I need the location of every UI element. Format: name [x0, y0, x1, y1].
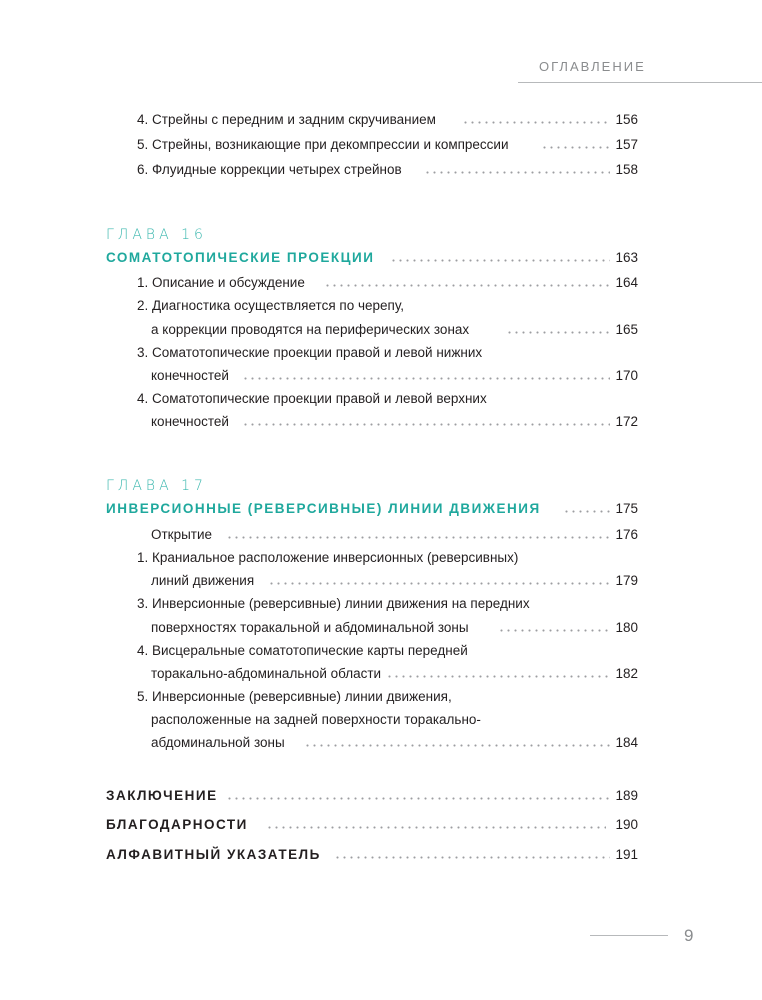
toc-entry-line[interactable] — [0, 687, 762, 707]
dot-leader — [226, 797, 610, 800]
toc-entry[interactable] — [0, 366, 762, 386]
chapter-page: 163 — [615, 250, 638, 265]
footer-rule — [590, 935, 668, 936]
dot-leader — [268, 582, 610, 585]
toc-entry-line[interactable] — [0, 594, 762, 614]
toc-section-page: 189 — [615, 788, 638, 803]
toc-entry-line[interactable] — [0, 641, 762, 661]
page-number: 9 — [684, 926, 694, 945]
toc-entry-line[interactable] — [0, 548, 762, 568]
dot-leader — [242, 377, 610, 380]
chapter-page: 175 — [615, 501, 638, 516]
header-rule — [518, 82, 762, 83]
dot-leader — [498, 629, 610, 632]
toc-entry-label: конечностей — [151, 412, 233, 432]
toc-entry-label: 1. Описание и обсуждение — [137, 273, 309, 293]
toc-entry-label: 3. Инверсионные (реверсивные) линии движения на передних — [137, 596, 530, 611]
toc-entry-label: 4. Висцеральные соматотопические карты передней — [137, 643, 468, 658]
toc-entry-label: абдоминальной зоны — [151, 733, 289, 753]
toc-entry-page: 180 — [615, 620, 638, 635]
toc-entry[interactable] — [0, 320, 762, 340]
toc-entry-page: 179 — [615, 573, 638, 588]
toc-entry-label: торакально-абдоминальной области — [151, 664, 385, 684]
toc-entry[interactable] — [0, 135, 762, 155]
toc-entry-label: 4. Стрейны с передним и задним скручиванием — [137, 110, 440, 130]
toc-entry-label: 1. Краниальное расположение инверсионных (реверсивных) — [137, 550, 519, 565]
toc-section-entry[interactable] — [0, 786, 762, 806]
dot-leader — [424, 171, 610, 174]
toc-entry-label: конечностей — [151, 366, 233, 386]
dot-leader — [506, 331, 610, 334]
toc-entry-page: 158 — [615, 162, 638, 177]
toc-entry[interactable] — [0, 733, 762, 753]
toc-entry[interactable] — [0, 110, 762, 130]
toc-entry-page: 164 — [615, 275, 638, 290]
toc-entry[interactable] — [0, 618, 762, 638]
toc-entry[interactable] — [0, 273, 762, 293]
page-header-title: ОГЛАВЛЕНИЕ — [539, 59, 646, 74]
toc-entry-line[interactable] — [0, 296, 762, 316]
toc-entry-label: 5. Инверсионные (реверсивные) линии движения, — [137, 689, 452, 704]
toc-section-entry[interactable] — [0, 845, 762, 865]
toc-entry-page: 172 — [615, 414, 638, 429]
dot-leader — [563, 510, 610, 513]
toc-section-title: ЗАКЛЮЧЕНИЕ — [106, 786, 222, 806]
chapter-title: ИНВЕРСИОННЫЕ (РЕВЕРСИВНЫЕ) ЛИНИИ ДВИЖЕНИЯ — [106, 499, 545, 519]
toc-entry-label: 4. Соматотопические проекции правой и левой верхних — [137, 391, 487, 406]
toc-entry-label: Открытие — [151, 525, 216, 545]
chapter-label: ГЛАВА 17 — [106, 478, 207, 494]
toc-entry-label: 3. Соматотопические проекции правой и левой нижних — [137, 345, 483, 360]
toc-entry-line[interactable] — [0, 343, 762, 363]
chapter-title: СОМАТОТОПИЧЕСКИЕ ПРОЕКЦИИ — [106, 248, 378, 268]
chapter-title-entry[interactable] — [0, 499, 762, 519]
toc-entry-page: 176 — [615, 527, 638, 542]
toc-entry-label: 5. Стрейны, возникающие при декомпрессии и компрессии — [137, 135, 513, 155]
toc-entry-label: линий движения — [151, 571, 258, 591]
dot-leader — [334, 856, 610, 859]
dot-leader — [541, 146, 610, 149]
toc-entry-label: расположенные на задней поверхности торакально- — [151, 712, 481, 727]
toc-section-title: БЛАГОДАРНОСТИ — [106, 815, 252, 835]
toc-entry-page: 156 — [615, 112, 638, 127]
dot-leader — [304, 744, 610, 747]
dot-leader — [386, 675, 610, 678]
toc-entry[interactable] — [0, 525, 762, 545]
toc-entry[interactable] — [0, 160, 762, 180]
chapter-title-entry[interactable] — [0, 248, 762, 268]
toc-entry-label: 2. Диагностика осуществляется по черепу, — [137, 298, 404, 313]
toc-entry[interactable] — [0, 571, 762, 591]
toc-section-page: 190 — [615, 817, 638, 832]
toc-entry-page: 165 — [615, 322, 638, 337]
toc-section-entry[interactable] — [0, 815, 762, 835]
dot-leader — [462, 121, 610, 124]
dot-leader — [242, 423, 610, 426]
dot-leader — [324, 284, 610, 287]
toc-section-page: 191 — [615, 847, 638, 862]
toc-entry-page: 157 — [615, 137, 638, 152]
toc-entry-label: поверхностях торакальной и абдоминальной зоны — [151, 618, 473, 638]
toc-entry-page: 182 — [615, 666, 638, 681]
toc-entry-page: 184 — [615, 735, 638, 750]
toc-entry-line[interactable] — [0, 710, 762, 730]
toc-entry[interactable] — [0, 664, 762, 684]
dot-leader — [390, 259, 610, 262]
dot-leader — [266, 826, 606, 829]
toc-entry[interactable] — [0, 412, 762, 432]
toc-entry-line[interactable] — [0, 389, 762, 409]
dot-leader — [226, 536, 610, 539]
chapter-label: ГЛАВА 16 — [106, 227, 207, 243]
toc-entry-page: 170 — [615, 368, 638, 383]
toc-entry-label: а коррекции проводятся на периферических зонах — [151, 320, 473, 340]
toc-section-title: АЛФАВИТНЫЙ УКАЗАТЕЛЬ — [106, 845, 325, 865]
toc-entry-label: 6. Флуидные коррекции четырех стрейнов — [137, 160, 406, 180]
